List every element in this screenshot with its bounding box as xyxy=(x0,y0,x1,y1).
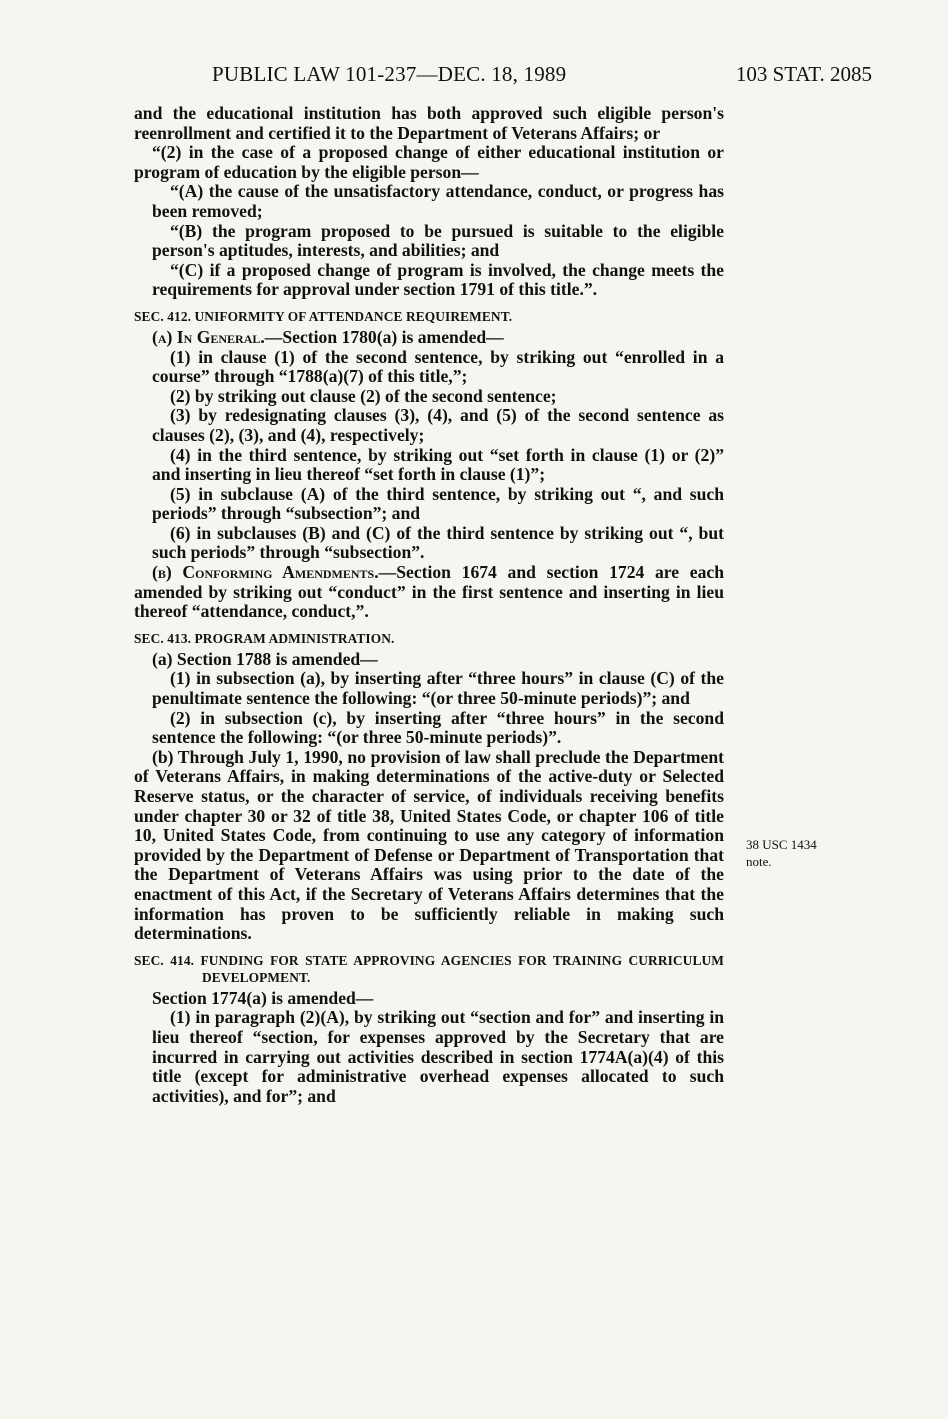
section-412-a-text: —Section 1780(a) is amended— xyxy=(264,326,504,347)
section-412-b xyxy=(134,563,724,622)
paragraph-clause-2: “(2) in the case of a proposed change of either educational institution or program of education by the eligible person— xyxy=(134,142,724,182)
paragraph-subclause-a: “(A) the cause of the unsatisfactory attendance, conduct, or progress has been removed; xyxy=(152,181,724,221)
header-public-law: PUBLIC LAW 101-237—DEC. 18, 1989 xyxy=(212,62,567,86)
section-412-clause-5: (5) in subclause (A) of the third sentence, by striking out “, and such periods” through “subsection”; and xyxy=(152,483,724,524)
section-414-intro: Section 1774(a) is amended— xyxy=(152,987,374,1008)
section-413-b: (b) Through July 1, 1990, no provision of law shall preclude the Department of Veterans Affairs, in making determinations of the active-duty or Selected Reserve status, or the character of service, of individuals receiving benefits under chapter 30 or 32 of title 38, United States Code, or chapter 106 of title 10, United States Code, from continuing to use any category of information provided by the Department of Defense or Department of Transportation that the Department of Veterans Affairs was using prior to the date of the enactment of this Act, if the Secretary of Veterans Affairs determines that the information has proven to be sufficiently reliable in making such determinations. xyxy=(134,746,724,944)
marginal-note-suffix: note. xyxy=(746,854,772,869)
section-413-heading: SEC. 413. PROGRAM ADMINISTRATION. xyxy=(134,630,395,646)
section-412-clause-6: (6) in subclauses (B) and (C) of the third sentence by striking out “, but such periods” through “subsection”. xyxy=(152,522,724,563)
section-414-heading: SEC. 414. FUNDING FOR STATE APPROVING AGENCIES FOR TRAINING CURRICULUM DEVELOPMENT. xyxy=(134,952,724,985)
paragraph-continuation: and the educational institution has both approved such eligible person's reenrollment and certified it to the Department of Veterans Affairs; or xyxy=(134,103,724,143)
section-412-clause-1: (1) in clause (1) of the second sentence, by striking out “enrolled in a course” through “1788(a)(7) of this title,”; xyxy=(152,346,724,387)
section-413-a-2: (2) in subsection (c), by inserting after “three hours” in the second sentence the following: “(or three 50-minute periods)”. xyxy=(152,707,724,748)
marginal-note xyxy=(746,836,856,870)
section-412-clause-2: (2) by striking out clause (2) of the second sentence; xyxy=(170,385,557,406)
section-412-clause-3: (3) by redesignating clauses (3), (4), and (5) of the second sentence as clauses (2), (3), and (4), respectively; xyxy=(152,405,724,445)
section-412-a xyxy=(134,328,724,348)
marginal-note-citation: 38 USC 1434 xyxy=(746,837,817,852)
section-412-b-text: —Section 1674 and section 1724 are each amended by striking out “conduct” in the first sentence and inserting in lieu thereof “attendance, conduct,”. xyxy=(134,562,724,622)
paragraph-subclause-c: “(C) if a proposed change of program is involved, the change meets the requirements for approval under section 1791 of this title.”. xyxy=(152,259,724,300)
body-text xyxy=(134,104,724,1106)
section-414-paragraph-1: (1) in paragraph (2)(A), by striking out “section and for” and inserting in lieu thereof “section, for expenses approved by the Secretary that are incurred in carrying out activities described in section 1774A(a)(4) of this title (except for administrative overhead expenses allocated to such activities), and for”; and xyxy=(152,1007,724,1106)
section-412-clause-4: (4) in the third sentence, by striking out “set forth in clause (1) or (2)” and inserting in lieu thereof “set forth in clause (1)”; xyxy=(152,444,724,485)
section-413-a-1: (1) in subsection (a), by inserting after “three hours” in clause (C) of the penultimate sentence the following: “(or three 50-minute periods)”; and xyxy=(152,668,724,709)
header-stat-page: 103 STAT. 2085 xyxy=(735,62,872,86)
section-412-a-label: (a) In General. xyxy=(152,326,265,347)
page-header xyxy=(212,62,872,92)
section-412-b-label: (b) Conforming Amendments. xyxy=(152,562,379,583)
section-412-heading: SEC. 412. UNIFORMITY OF ATTENDANCE REQUIREMENT. xyxy=(134,308,513,324)
paragraph-subclause-b: “(B) the program proposed to be pursued is suitable to the eligible person's aptitudes, interests, and abilities; and xyxy=(152,220,724,261)
section-413-a: (a) Section 1788 is amended— xyxy=(152,648,378,669)
